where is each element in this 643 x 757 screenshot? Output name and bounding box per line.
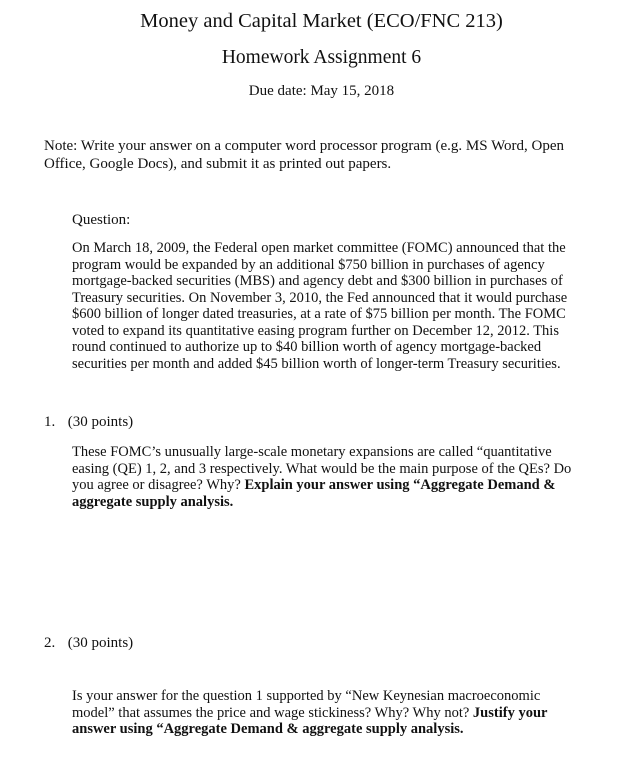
item-1-text: These FOMC’s unusually large-scale monetary expansions are called “quantitative easing (QE) 1, 2, and 3 respectively. What would be the main purpose of the QEs? Do you agree or disagree? Why? xyxy=(72,444,572,493)
item-2-body xyxy=(72,688,584,738)
assignment-title: Homework Assignment 6 xyxy=(221,47,422,68)
item-2-points: (30 points) xyxy=(67,635,134,651)
submission-note: Note: Write your answer on a computer word processor program (e.g. MS Word, Open Office, Google Docs), and submit it as printed out papers. xyxy=(44,138,565,172)
item-1-bold-text: Explain your answer using “Aggregate Demand & aggregate supply analysis. xyxy=(72,477,556,510)
due-date: Due date: May 15, 2018 xyxy=(248,83,395,99)
question-label: Question: xyxy=(72,212,131,228)
item-1-body xyxy=(72,444,584,510)
question-body: On March 18, 2009, the Federal open market committee (FOMC) announced that the program would be expanded by an additional $750 billion in purchases of agency mortgage-backed securities (MBS) and agency debt and $300 billion in purchases of Treasury securities. On November 3, 2010, the Fed announced that it would purchase $600 billion of longer dated treasuries, at a rate of $75 billion per month. The FOMC voted to expand its quantitative easing program further on December 12, 2012. This round continued to authorize up to $40 billion worth of agency mortgage-backed securities per month and added $45 billion worth of longer-term Treasury securities. xyxy=(72,240,568,372)
item-1-heading xyxy=(44,413,133,431)
course-title: Money and Capital Market (ECO/FNC 213) xyxy=(140,10,503,32)
item-2-bold-text: Justify your answer using “Aggregate Demand & aggregate supply analysis. xyxy=(72,704,548,737)
item-2-number: 2. xyxy=(44,635,56,651)
item-1-number: 1. xyxy=(44,414,56,430)
item-2-text: Is your answer for the question 1 supported by “New Keynesian macroeconomic model” that assumes the price and wage stickiness? Why? Why not? xyxy=(72,688,541,721)
item-1-points: (30 points) xyxy=(67,414,134,430)
item-2-heading xyxy=(44,634,133,652)
